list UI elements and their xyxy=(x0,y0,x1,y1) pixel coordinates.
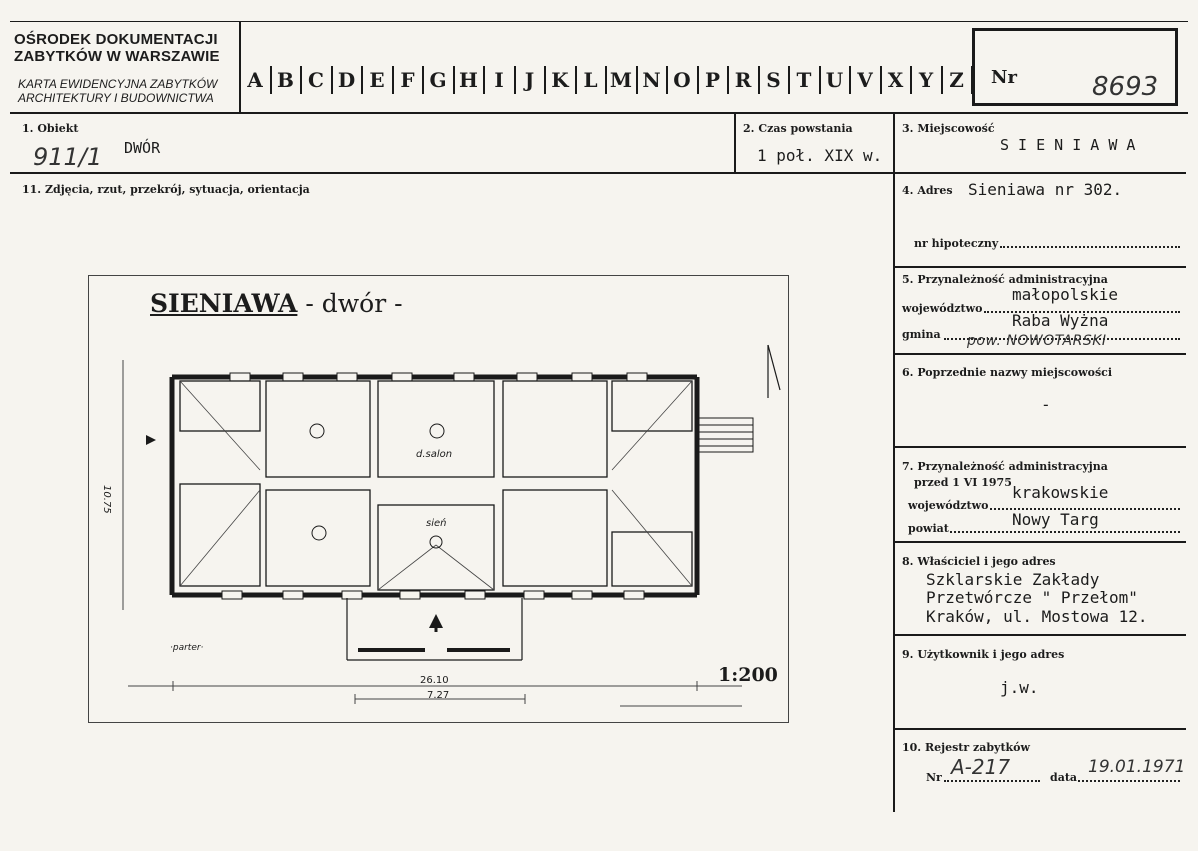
przynaleznosc-wojewodztwo-value: małopolskie xyxy=(1012,285,1118,304)
card-type-line1: KARTA EWIDENCYJNA ZABYTKÓW xyxy=(18,77,218,91)
card-type-line2: ARCHITEKTURY I BUDOWNICTWA xyxy=(18,91,214,105)
index-letter-t: T xyxy=(796,68,812,92)
plan-room-centers xyxy=(310,424,447,548)
index-letter-d: D xyxy=(337,68,356,92)
czas-label: 2. Czas powstania xyxy=(743,122,853,135)
plan-stairs xyxy=(699,418,753,452)
index-letter-g: G xyxy=(429,68,447,92)
wlasciciel-line3: Kraków, ul. Mostowa 12. xyxy=(926,607,1148,626)
przynaleznosc-label: 5. Przynależność administracyjna xyxy=(902,273,1108,286)
wlasciciel-label: 8. Właściciel i jego adres xyxy=(902,555,1056,568)
przynaleznosc-gmina-label: gmina xyxy=(902,328,941,341)
rejestr-data-label: data xyxy=(1050,771,1078,784)
rejestr-data-value: 19.01.1971 xyxy=(1088,757,1186,777)
index-letter-p: P xyxy=(704,68,721,92)
plan-interior-walls xyxy=(180,381,692,590)
institution-line1: OŚRODEK DOKUMENTACJI xyxy=(14,31,218,48)
index-letter-a: A xyxy=(247,68,263,92)
adres-value: Sieniawa nr 302. xyxy=(968,180,1123,199)
index-letter-b: B xyxy=(277,68,294,92)
przynaleznosc-1975-wojewodztwo-value: krakowskie xyxy=(1012,483,1109,502)
index-letter-i: I xyxy=(494,68,504,92)
wlasciciel-line2: Przetwórcze " Przełom" xyxy=(926,588,1138,607)
uzytkownik-label: 9. Użytkownik i jego adres xyxy=(902,648,1065,661)
nr-label: Nr xyxy=(991,67,1017,88)
room-label-sien: sień xyxy=(426,518,447,529)
index-letter-h: H xyxy=(459,68,478,92)
plan-entrance-arrows xyxy=(146,435,443,632)
rejestr-nr-label: Nr xyxy=(926,771,942,784)
uzytkownik-value: j.w. xyxy=(1000,678,1039,697)
floor-label: ·parter· xyxy=(170,643,204,653)
dim-porch-label: 7.27 xyxy=(427,690,450,701)
przynaleznosc-powiat-handwritten: pow. NOWOTARSKI xyxy=(967,333,1107,349)
index-letter-e: E xyxy=(369,68,385,92)
poprzednie-label: 6. Poprzednie nazwy miejscowości xyxy=(902,366,1113,379)
przynaleznosc-wojewodztwo-label: województwo xyxy=(902,302,983,315)
hipoteczny-label: nr hipoteczny xyxy=(914,237,999,250)
dim-width-label: 26.10 xyxy=(420,675,449,686)
plan-title-bold: SIENIAWA xyxy=(150,289,298,318)
plan-vault-diagonals xyxy=(180,381,692,590)
institution-line2: ZABYTKÓW W WARSZAWIE xyxy=(14,48,220,65)
plan-window-marks xyxy=(222,373,647,599)
przynaleznosc-1975-label: 7. Przynależność administracyjna xyxy=(902,460,1108,473)
obiekt-value: DWÓR xyxy=(124,139,161,157)
index-letter-y: Y xyxy=(918,68,934,92)
przynaleznosc-1975-label2: przed 1 VI 1975 xyxy=(914,476,1012,489)
index-letter-f: F xyxy=(400,68,415,92)
index-letter-x: X xyxy=(887,68,904,92)
adres-label: 4. Adres xyxy=(902,184,953,197)
przynaleznosc-1975-wojewodztwo-label: województwo xyxy=(908,499,989,512)
index-letter-s: S xyxy=(766,68,781,92)
index-letter-o: O xyxy=(673,68,691,92)
wlasciciel-line1: Szklarskie Zakłady xyxy=(926,570,1100,589)
plan-dimension-lines xyxy=(123,360,742,706)
index-letter-l: L xyxy=(583,68,598,92)
plan-title-rest: - dwór - xyxy=(305,289,403,318)
obiekt-label: 1. Obiekt xyxy=(22,122,79,135)
index-letter-c: C xyxy=(308,68,324,92)
obiekt-handwritten-number: 911/1 xyxy=(33,143,103,171)
index-letter-r: R xyxy=(734,68,752,92)
dim-depth-label: 10.75 xyxy=(101,485,112,514)
scale-label: 1:200 xyxy=(718,664,778,686)
index-letter-n: N xyxy=(642,68,661,92)
rejestr-label: 10. Rejestr zabytków xyxy=(902,741,1030,754)
nr-value: 8693 xyxy=(1092,72,1159,102)
index-letter-m: M xyxy=(609,68,633,92)
zdjecia-label: 11. Zdjęcia, rzut, przekrój, sytuacja, orientacja xyxy=(22,183,310,196)
miejscowosc-value: S I E N I A W A xyxy=(1000,136,1136,154)
room-label-salon: d.salon xyxy=(416,449,453,460)
przynaleznosc-1975-powiat-value: Nowy Targ xyxy=(1012,510,1099,529)
rejestr-nr-value: A-217 xyxy=(951,755,1011,779)
czas-value: 1 poł. XIX w. xyxy=(757,146,883,165)
poprzednie-value: - xyxy=(1041,395,1051,414)
index-letter-u: U xyxy=(825,68,844,92)
przynaleznosc-gmina-value: Raba Wyżna xyxy=(1012,311,1109,330)
index-letter-k: K xyxy=(551,68,569,92)
plan-outer-walls xyxy=(172,377,697,595)
index-letter-v: V xyxy=(857,68,873,92)
index-letter-z: Z xyxy=(949,68,964,92)
plan-north-arrow xyxy=(768,345,780,398)
miejscowosc-label: 3. Miejscowość xyxy=(902,122,995,135)
przynaleznosc-1975-powiat-label: powiat xyxy=(908,522,949,535)
index-letter-j: J xyxy=(524,68,535,92)
